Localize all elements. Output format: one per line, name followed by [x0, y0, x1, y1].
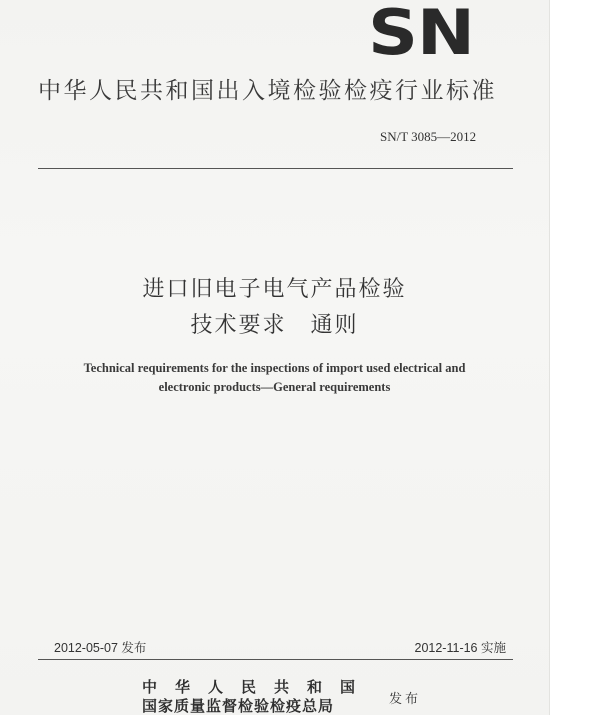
organization-title: 中华人民共和国出入境检验检疫行业标准 — [38, 78, 497, 104]
top-divider — [38, 168, 513, 169]
title-english-line2: electronic products—General requirements — [158, 380, 391, 394]
title-chinese-line2: 技术要求 通则 — [190, 313, 359, 338]
title-chinese-line1: 进口旧电子电气产品检验 — [142, 277, 407, 302]
issue-date: 2012-05-07 发布 — [54, 641, 147, 655]
sn-logo: SN — [368, 0, 474, 69]
issue-label: 发布 — [389, 692, 422, 707]
page-gutter — [549, 0, 600, 715]
bottom-divider — [38, 659, 513, 660]
implementation-date: 2012-11-16 实施 — [414, 641, 506, 655]
title-english-line1: Technical requirements for the inspections of import used electrical and — [83, 361, 466, 375]
issuer-agency: 国家质量监督检验检疫总局 — [142, 697, 335, 715]
issuer-country: 中华人民共和国 — [142, 678, 374, 696]
standard-number: SN/T 3085—2012 — [380, 129, 477, 144]
